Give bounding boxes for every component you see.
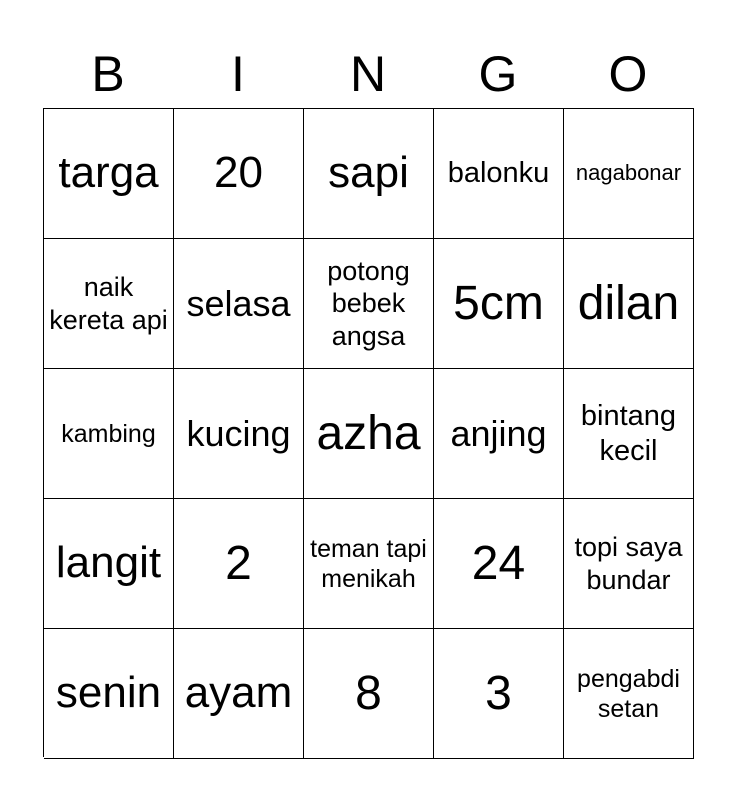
bingo-cell[interactable]: kambing	[44, 369, 174, 499]
bingo-cell[interactable]: senin	[44, 629, 174, 759]
bingo-cell[interactable]: topi saya bundar	[564, 499, 694, 629]
bingo-header	[43, 40, 693, 108]
bingo-cell[interactable]: pengabdi setan	[564, 629, 694, 759]
bingo-cell[interactable]: dilan	[564, 239, 694, 369]
bingo-cell[interactable]: naik kereta api	[44, 239, 174, 369]
header-letter-i: I	[231, 46, 245, 102]
bingo-cell[interactable]: anjing	[434, 369, 564, 499]
bingo-cell[interactable]: sapi	[304, 109, 434, 239]
bingo-cell[interactable]: langit	[44, 499, 174, 629]
bingo-cell[interactable]: ayam	[174, 629, 304, 759]
bingo-cell[interactable]: targa	[44, 109, 174, 239]
header-letter-o: O	[608, 46, 648, 102]
header-letter-n: N	[349, 46, 387, 102]
bingo-cell[interactable]: 8	[304, 629, 434, 759]
bingo-cell[interactable]: bintang kecil	[564, 369, 694, 499]
bingo-card	[43, 108, 694, 757]
bingo-cell[interactable]: potong bebek angsa	[304, 239, 434, 369]
bingo-cell[interactable]: 20	[174, 109, 304, 239]
bingo-cell[interactable]: teman tapi menikah	[304, 499, 434, 629]
header-letter-b: B	[91, 46, 125, 102]
bingo-cell[interactable]: 3	[434, 629, 564, 759]
header-letter-g: G	[478, 46, 518, 102]
bingo-cell[interactable]: selasa	[174, 239, 304, 369]
bingo-cell[interactable]: azha	[304, 369, 434, 499]
bingo-cell[interactable]: balonku	[434, 109, 564, 239]
bingo-cell[interactable]: 2	[174, 499, 304, 629]
bingo-cell[interactable]: nagabonar	[564, 109, 694, 239]
bingo-cell[interactable]: kucing	[174, 369, 304, 499]
bingo-cell[interactable]: 5cm	[434, 239, 564, 369]
bingo-cell[interactable]: 24	[434, 499, 564, 629]
